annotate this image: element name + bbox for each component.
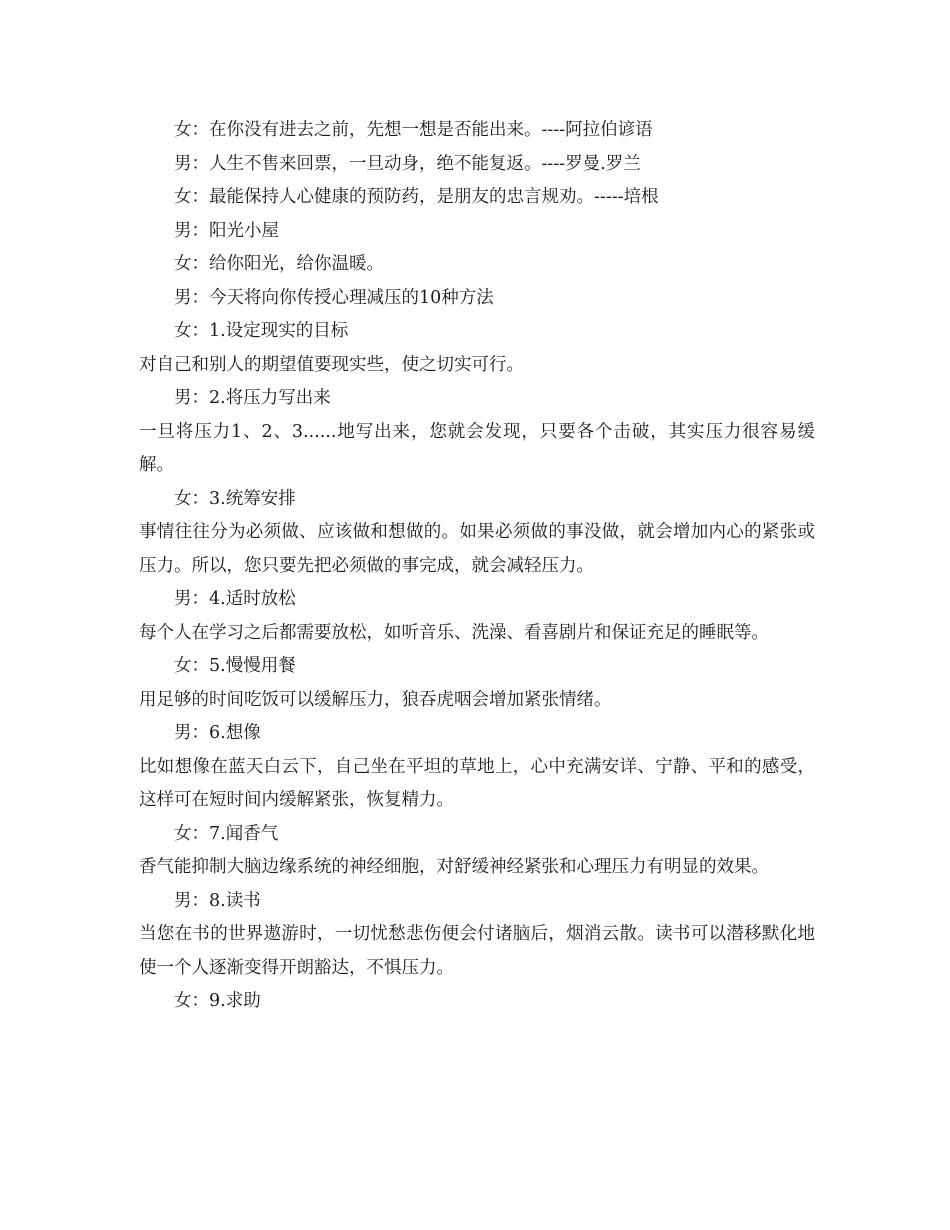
- dialogue-line-male: 男：阳光小屋: [174, 220, 279, 241]
- method-description: 香气能抑制大脑边缘系统的神经细胞，对舒缓神经紧张和心理压力有明显的效果。: [139, 857, 769, 877]
- document-body: [139, 114, 815, 1019]
- method-description: 用足够的时间吃饭可以缓解压力，狼吞虎咽会增加紧张情绪。: [139, 689, 612, 710]
- dialogue-line-female: 女：给你阳光，给你温暖。: [174, 254, 384, 274]
- method-description: 一旦将压力1、2、3......地写出来，您就会发现，只要各个击破，其实压力很容易缓解。: [139, 421, 815, 475]
- method-description: 每个人在学习之后都需要放松，如听音乐、洗澡、看喜剧片和保证充足的睡眠等。: [139, 622, 769, 643]
- method-heading: 女：5.慢慢用餐: [174, 656, 296, 676]
- dialogue-line-male: 男：今天将向你传授心理减压的10种方法: [174, 287, 494, 308]
- dialogue-line-female: 女：在你没有进去之前，先想一想是否能出来。----阿拉伯谚语: [174, 120, 653, 140]
- method-heading: 男：6.想像: [174, 723, 261, 743]
- method-heading: 女：1.设定现实的目标: [174, 321, 349, 341]
- dialogue-line-female: 女：最能保持人心健康的预防药，是朋友的忠言规劝。-----培根: [174, 187, 659, 207]
- method-description: 比如想像在蓝天白云下，自己坐在平坦的草地上，心中充满安详、宁静、平和的感受，这样可在短时间内缓解紧张，恢复精力。: [139, 756, 815, 810]
- method-description: 对自己和别人的期望值要现实些，使之切实可行。: [139, 354, 524, 375]
- method-description: 当您在书的世界遨游时，一切忧愁悲伤便会付诸脑后，烟消云散。读书可以潜移默化地使一个人逐渐变得开朗豁达，不惧压力。: [139, 924, 815, 978]
- method-description: 事情往往分为必须做、应该做和想做的。如果必须做的事没做，就会增加内心的紧张或压力。所以，您只要先把必须做的事完成，就会减轻压力。: [139, 522, 815, 576]
- method-heading: 男：4.适时放松: [174, 589, 296, 609]
- method-heading: 男：8.读书: [174, 890, 261, 911]
- dialogue-line-male: 男：人生不售来回票，一旦动身，绝不能复返。----罗曼.罗兰: [174, 153, 641, 174]
- method-heading: 女：3.统筹安排: [174, 488, 296, 509]
- method-heading: 男：2.将压力写出来: [174, 388, 331, 408]
- method-heading: 女：9.求助: [174, 991, 261, 1011]
- method-heading: 女：7.闻香气: [174, 823, 279, 844]
